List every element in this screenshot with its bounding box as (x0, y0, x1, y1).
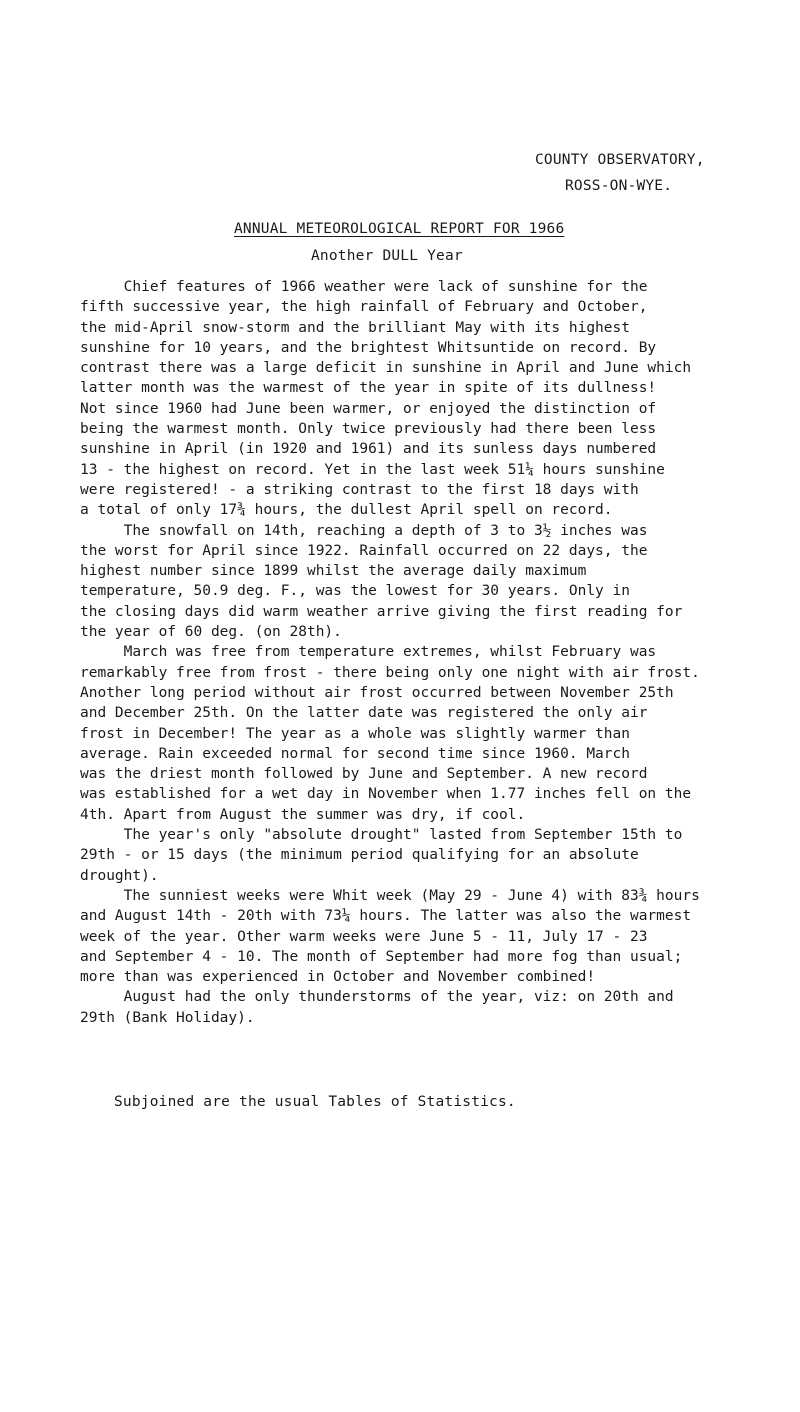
body-line: 29th (Bank Holiday). (80, 1009, 255, 1026)
report-subtitle: Another DULL Year (311, 248, 463, 264)
body-line: and September 4 - 10. The month of September had more fog than usual; (80, 948, 683, 965)
body-line: contrast there was a large deficit in sunshine in April and June which (80, 360, 692, 377)
body-line: were registered! - a striking contrast to the first 18 days with (80, 481, 639, 498)
body-line: and August 14th - 20th with 73¼ hours. The latter was also the warmest (80, 908, 692, 925)
body-line: was established for a wet day in November when 1.77 inches fell on the (80, 786, 692, 803)
body-line: Not since 1960 had June been warmer, or enjoyed the distinction of (80, 400, 657, 417)
body-line: fifth successive year, the high rainfall of February and October, (80, 299, 648, 316)
body-line: more than was experienced in October and November combined! (80, 969, 596, 986)
body-line: drought). (80, 867, 159, 884)
body-line: 29th - or 15 days (the minimum period qualifying for an absolute (80, 847, 639, 864)
body-line: latter month was the warmest of the year in spite of its dullness! (80, 380, 657, 397)
body-line: March was free from temperature extremes, whilst February was (80, 644, 657, 661)
body-line: the year of 60 deg. (on 28th). (80, 624, 342, 641)
body-line: 4th. Apart from August the summer was dry, if cool. (80, 806, 526, 823)
body-line: remarkably free from frost - there being only one night with air frost. (80, 664, 700, 681)
body-line: the mid-April snow-storm and the brilliant May with its highest (80, 319, 630, 336)
body-line: week of the year. Other warm weeks were June 5 - 11, July 17 - 23 (80, 928, 648, 945)
body-line: sunshine for 10 years, and the brightest Whitsuntide on record. By (80, 339, 657, 356)
report-body (80, 277, 800, 1028)
body-line: the worst for April since 1922. Rainfall occurred on 22 days, the (80, 542, 648, 559)
body-line: sunshine in April (in 1920 and 1961) and its sunless days numbered (80, 441, 657, 458)
body-line: temperature, 50.9 deg. F., was the lowest for 30 years. Only in (80, 583, 630, 600)
closing-note: Subjoined are the usual Tables of Statistics. (114, 1094, 516, 1110)
body-line: Another long period without air frost occurred between November 25th (80, 684, 674, 701)
body-line: highest number since 1899 whilst the average daily maximum (80, 563, 587, 580)
body-line: August had the only thunderstorms of the year, viz: on 20th and (80, 989, 674, 1006)
body-line: and December 25th. On the latter date was registered the only air (80, 705, 648, 722)
body-line: 13 - the highest on record. Yet in the last week 51¼ hours sunshine (80, 461, 665, 478)
body-line: a total of only 17¾ hours, the dullest April spell on record. (80, 502, 613, 519)
report-title: ANNUAL METEOROLOGICAL REPORT FOR 1966 (234, 221, 565, 237)
body-line: The year's only "absolute drought" lasted from September 15th to (80, 827, 683, 844)
body-line: average. Rain exceeded normal for second time since 1960. March (80, 745, 630, 762)
observatory-location: ROSS-ON-WYE. (565, 178, 673, 194)
body-line: The snowfall on 14th, reaching a depth of 3 to 3½ inches was (80, 522, 648, 539)
body-line: being the warmest month. Only twice previously had there been less (80, 421, 657, 438)
body-line: frost in December! The year as a whole was slightly warmer than (80, 725, 630, 742)
body-line: The sunniest weeks were Whit week (May 29 - June 4) with 83¾ hours (80, 887, 700, 904)
body-line: the closing days did warm weather arrive giving the first reading for (80, 603, 683, 620)
body-line: was the driest month followed by June and September. A new record (80, 766, 648, 783)
body-line: Chief features of 1966 weather were lack of sunshine for the (80, 279, 648, 295)
observatory-name: COUNTY OBSERVATORY, (535, 152, 705, 168)
